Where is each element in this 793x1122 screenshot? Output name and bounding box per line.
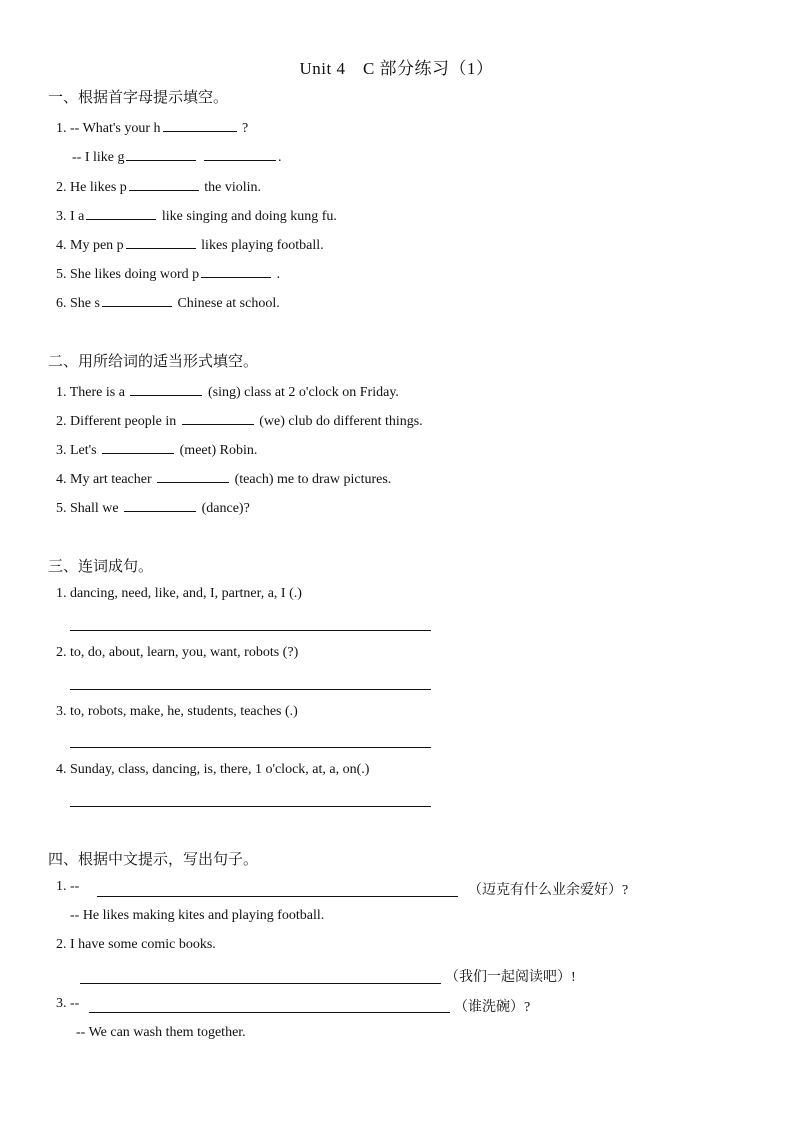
s2-q3-text: 3. Let's [56, 443, 101, 458]
answer-line[interactable] [70, 747, 431, 748]
s3-q1: 1. dancing, need, like, and, I, partner, a, I (.) [56, 586, 302, 601]
s2-q1 [56, 381, 399, 401]
answer-line[interactable] [97, 896, 458, 897]
answer-blank[interactable] [130, 381, 202, 396]
s3-q2: 2. to, do, about, learn, you, want, robots (?) [56, 645, 299, 660]
s4-q3-hint: （谁洗碗）? [454, 1000, 531, 1015]
s4-q1-reply: -- He likes making kites and playing football. [70, 908, 325, 923]
s4-q2: 2. I have some comic books. [56, 937, 216, 952]
s3-q3: 3. to, robots, make, he, students, teaches (.) [56, 704, 298, 719]
answer-line[interactable] [70, 806, 431, 807]
s1-q3 [56, 205, 337, 225]
section3-heading: 三、连词成句。 [48, 559, 154, 575]
s1-q4 [56, 234, 324, 254]
answer-blank[interactable] [163, 117, 237, 132]
s4-q1-hint: （迈克有什么业余爱好）? [468, 883, 629, 898]
s1-q6-text: 6. She s [56, 296, 100, 311]
s1-q1b-end: . [277, 150, 282, 165]
answer-blank[interactable] [102, 292, 172, 307]
s4-q3-reply: -- We can wash them together. [76, 1025, 246, 1040]
s4-q3-label: 3. -- [56, 996, 80, 1011]
s1-q3-text: 3. I a [56, 209, 85, 224]
s2-q1-end: (sing) class at 2 o'clock on Friday. [204, 385, 399, 400]
worksheet-title: Unit 4 C 部分练习（1） [299, 59, 494, 78]
answer-blank[interactable] [204, 146, 276, 161]
s1-q5-text: 5. She likes doing word p [56, 267, 200, 282]
s2-q5-end: (dance)? [198, 501, 250, 516]
s1-q2-text: 2. He likes p [56, 180, 127, 195]
answer-blank[interactable] [129, 176, 199, 191]
answer-blank[interactable] [157, 468, 229, 483]
answer-blank[interactable] [182, 410, 254, 425]
s1-q1a-text: 1. -- What's your h [56, 121, 161, 136]
answer-blank[interactable] [124, 497, 196, 512]
s2-q2 [56, 410, 423, 430]
answer-line[interactable] [70, 689, 431, 690]
s2-q3-end: (meet) Robin. [176, 443, 258, 458]
s2-q5-text: 5. Shall we [56, 501, 123, 516]
section2-heading: 二、用所给词的适当形式填空。 [48, 354, 259, 370]
s2-q2-text: 2. Different people in [56, 414, 180, 429]
s4-q1-label: 1. -- [56, 879, 80, 894]
s1-q2-end: the violin. [200, 180, 262, 195]
s1-q5 [56, 263, 280, 283]
s1-q5-end: . [273, 267, 281, 282]
s1-q4-text: 4. My pen p [56, 238, 124, 253]
answer-blank[interactable] [102, 439, 174, 454]
s2-q1-text: 1. There is a [56, 385, 129, 400]
s3-q4: 4. Sunday, class, dancing, is, there, 1 o'clock, at, a, on(.) [56, 762, 370, 777]
answer-blank[interactable] [126, 234, 196, 249]
s1-q1b-text: -- I like g [72, 150, 125, 165]
answer-blank[interactable] [126, 146, 196, 161]
s1-q1a [56, 117, 248, 137]
s1-q1b [72, 146, 281, 166]
s1-q2 [56, 176, 261, 196]
s2-q3 [56, 439, 257, 459]
s4-q2-hint: （我们一起阅读吧）! [445, 970, 576, 985]
s1-q1a-end: ? [238, 121, 249, 136]
s2-q4 [56, 468, 391, 488]
s1-q4-end: likes playing football. [197, 238, 324, 253]
section4-heading: 四、根据中文提示，写出句子。 [48, 852, 259, 868]
s2-q2-end: (we) club do different things. [255, 414, 423, 429]
section1-heading: 一、根据首字母提示填空。 [48, 90, 229, 106]
answer-blank[interactable] [86, 205, 156, 220]
s2-q5 [56, 497, 250, 517]
answer-line[interactable] [70, 630, 431, 631]
answer-line[interactable] [80, 983, 441, 984]
s1-q6-end: Chinese at school. [173, 296, 280, 311]
s1-q3-end: like singing and doing kung fu. [158, 209, 337, 224]
s1-q6 [56, 292, 280, 312]
answer-blank[interactable] [201, 263, 271, 278]
s2-q4-text: 4. My art teacher [56, 472, 156, 487]
answer-line[interactable] [89, 1012, 450, 1013]
s2-q4-end: (teach) me to draw pictures. [231, 472, 392, 487]
